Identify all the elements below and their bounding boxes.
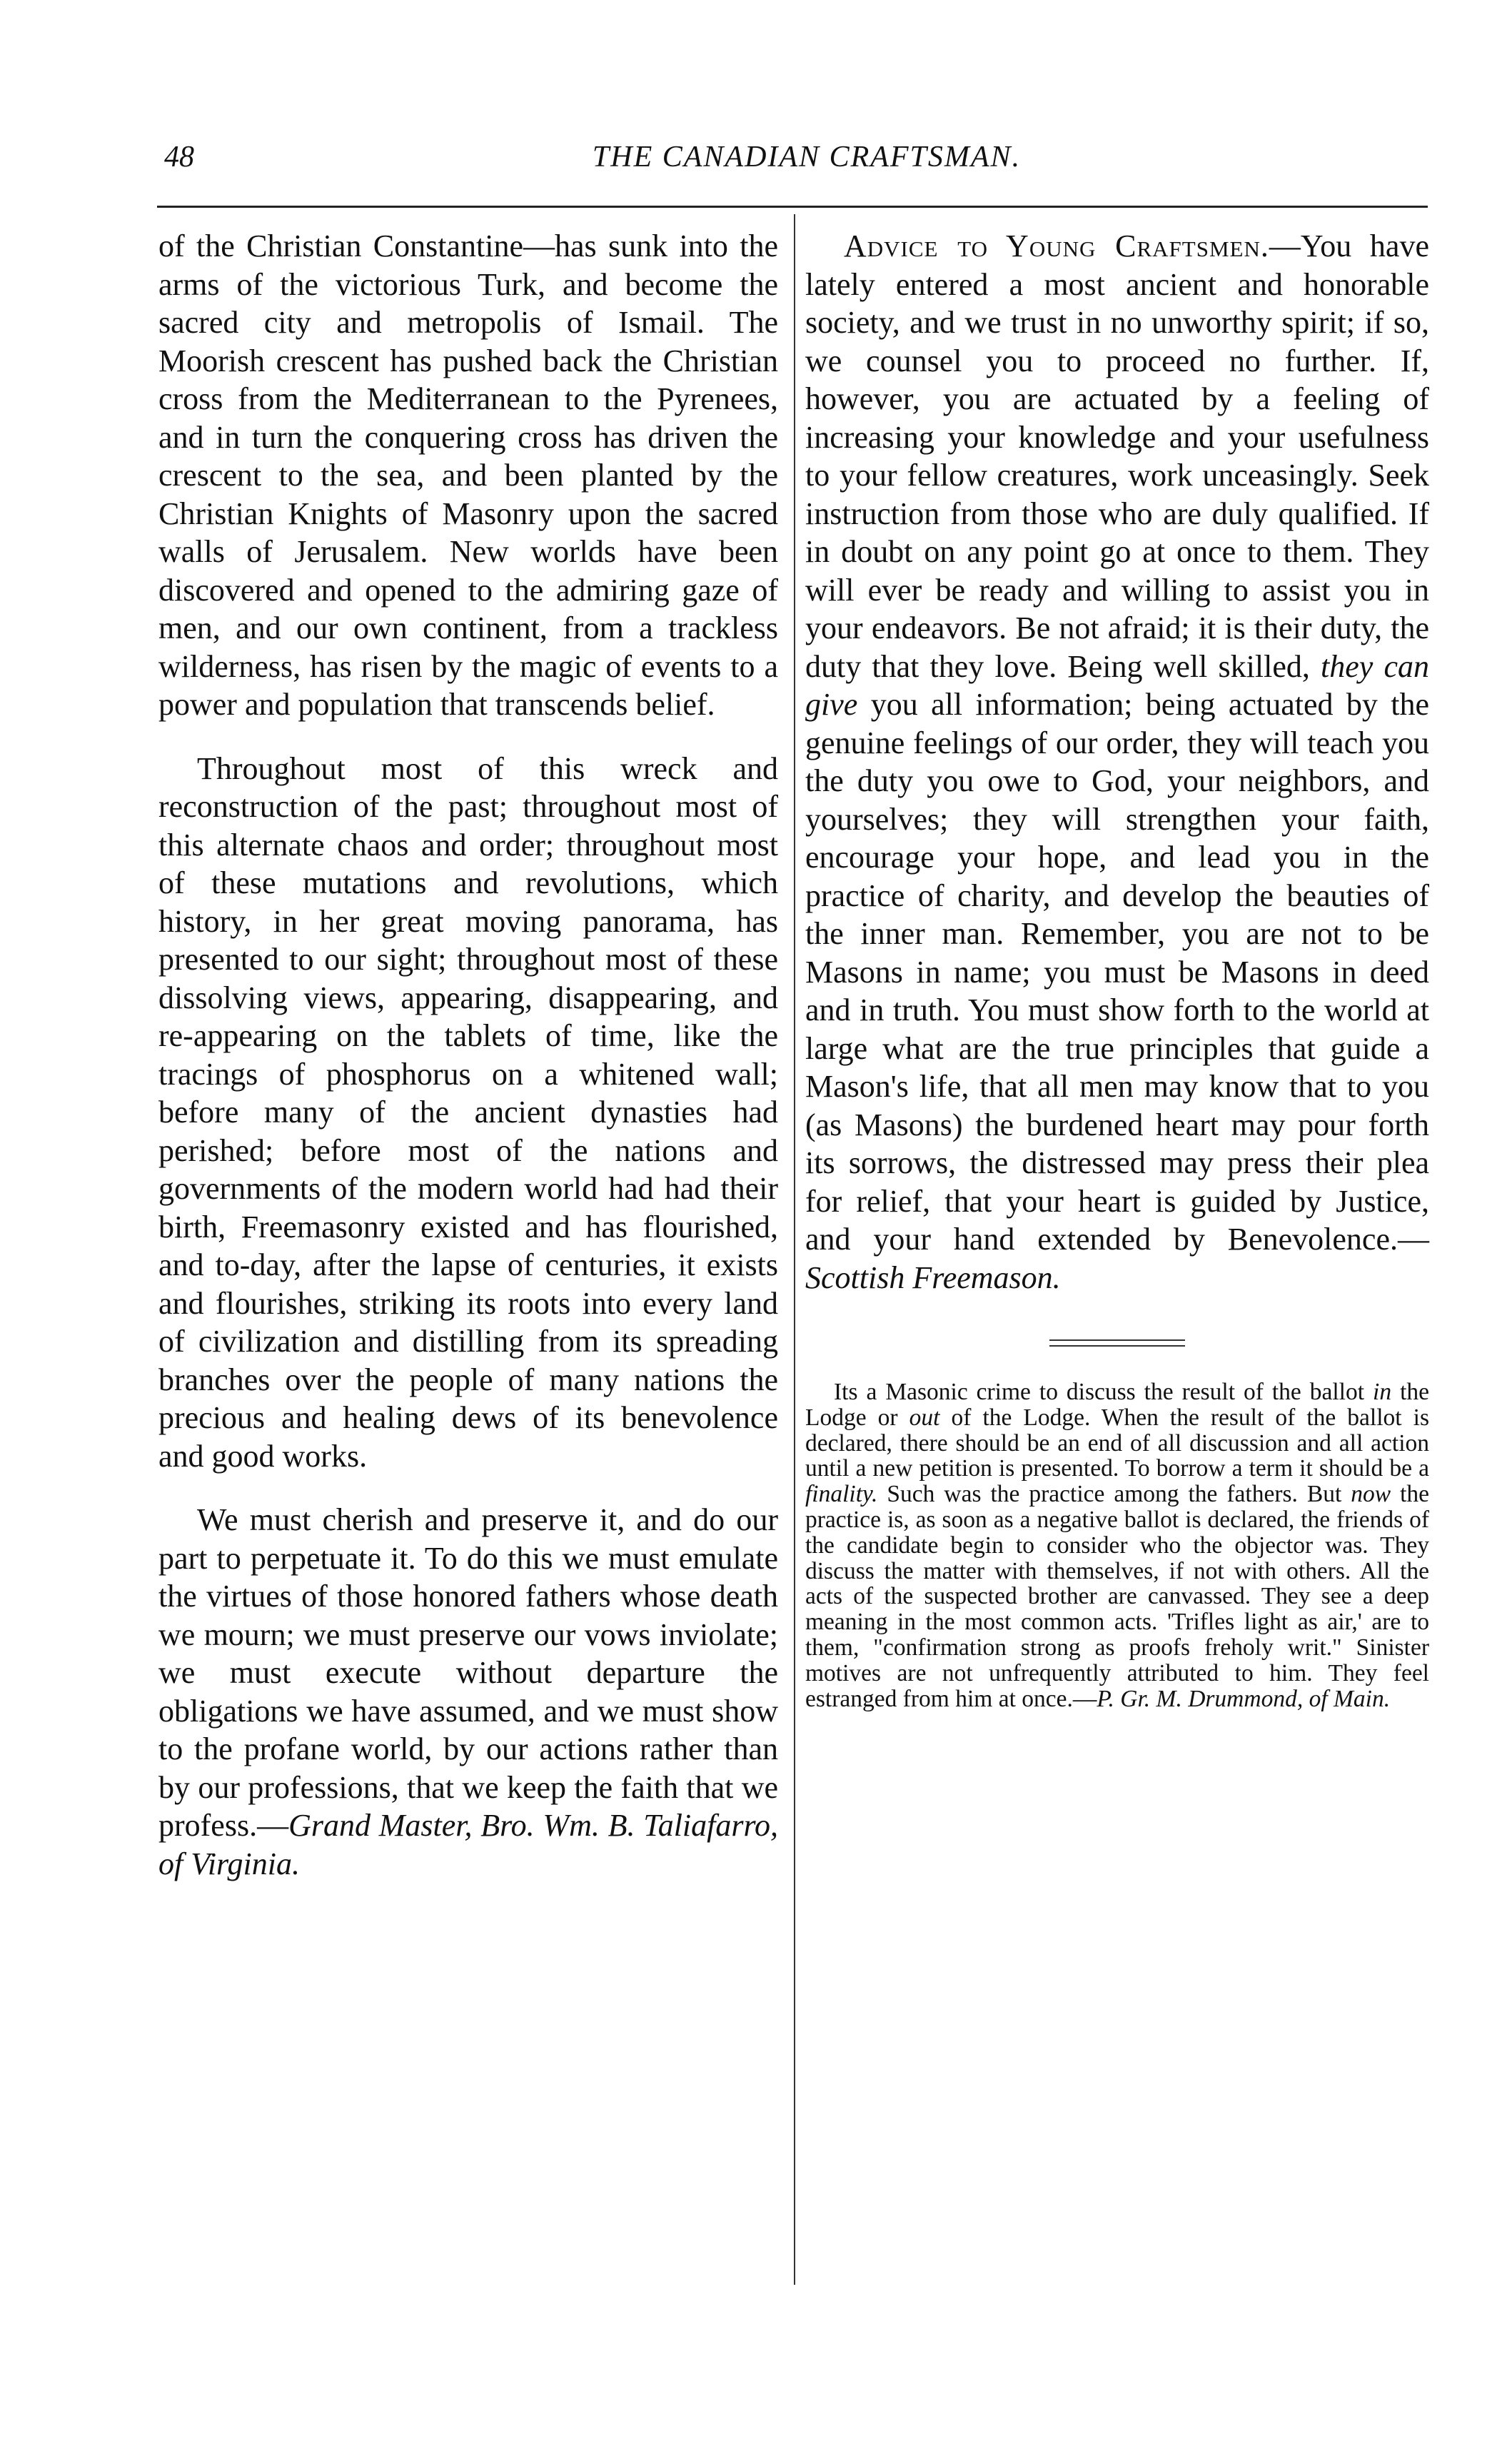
advice-paragraph (805, 227, 1429, 1297)
note-text: of the Lodge. When the result of the ballot is declared, there should be an end of all discussion and all action until a new petition is presented. To borrow a term it should be a (805, 1404, 1429, 1482)
signature: P. Gr. M. Drummond, of Main. (1097, 1685, 1391, 1712)
note-text: Its a Masonic crime to discuss the result of the ballot (834, 1379, 1365, 1405)
section-heading: Advice to Young Craftsmen. (844, 228, 1269, 263)
paragraph: of the Christian Constantine—has sunk into the arms of the victorious Turk, and become the sacred city and metropolis of Ismail. The Moorish crescent has pushed back the Christian cross from the Mediterranean to the Pyrenees, and in turn the conquering cross has driven the crescent to the sea, and been planted by the Christian Knights of Masonry upon the sacred walls of Jerusalem. New worlds have been discovered and opened to the admiring gaze of men, and our own continent, from a trackless wilderness, has risen by the magic of events to a power and population that transcends belief. (158, 228, 778, 722)
running-title: THE CANADIAN CRAFTSMAN. (592, 141, 1022, 174)
double-rule-separator (1049, 1339, 1185, 1351)
note-text: the Lodge or (805, 1379, 1430, 1431)
emphasis: out (909, 1404, 940, 1431)
paragraph-text: We must cherish and preserve it, and do our part to perpetuate it. To do this we must emulate the virtues of those honored fathers whose death we mourn; we must preserve our vows inviolate; we must execute without departure the obligations we have assumed, and we must show to the profane world, by our actions rather than by our professions, that we keep the faith that we profess.— (158, 1502, 778, 1843)
paragraph (158, 1501, 778, 1883)
note-paragraph (805, 1379, 1429, 1711)
emphasis: finality. (805, 1481, 878, 1508)
emphasis: they can give (805, 648, 1430, 722)
signature: Grand Master, Bro. Wm. B. Taliafarro, of Virginia. (158, 1808, 778, 1881)
page-header (164, 140, 1431, 183)
paragraph-text: —You have lately entered a most ancient and honorable society, and we trust in no unworthy spirit; if so, we counsel you to proceed no further. If, however, you are actuated by a feeling of increasing your knowledge and your usefulness to your fellow creatures, work unceasingly. Seek instruction from those who are duly qualified. If in doubt on any point go at once to them. They will ever be ready and willing to assist you in your endeavors. Be not afraid; it is their duty, the duty that they love. Being well skilled, (805, 228, 1429, 684)
header-rule (157, 206, 1428, 208)
paragraph: Throughout most of this wreck and reconstruction of the past; throughout most of this alternate chaos and order; throughout most of these mutations and revolutions, which history, in her great moving panorama, has presented to our sight; throughout most of these dissolving views, appearing, disappearing, and re-appearing on the tablets of time, like the tracings of phosphorus on a whitened wall; before many of the ancient dynasties had perished; before most of the nations and governments of the modern world had had their birth, Freemasonry existed and has flourished, and to-day, after the lapse of centuries, it exists and flourishes, striking its roots into every land of civilization and distilling from its spreading branches over the people of many nations the precious and healing dews of its benevolence and good works. (158, 750, 778, 1474)
emphasis: now (1351, 1481, 1391, 1508)
note-text: Such was the practice among the fathers. But (887, 1481, 1342, 1508)
paragraph-text: you all information; being actuated by the genuine feelings of our order, they will teach you the duty you owe to God, your neighbors, and yourselves; they will strengthen your faith, encourage your hope, and lead you in the practice of charity, and develop the beauties of the inner man. Remember, you are not to be Masons in name; you must be Masons in deed and in truth. You must show forth to the world at large what are the true principles that guide a Mason's life, that all men may know that to you (as Masons) the burdened heart may pour forth its sorrows, the distressed may press their plea for relief, that your heart is guided by Justice, and your hand extended by Benevolence.— (805, 687, 1430, 1257)
source-credit: Scottish Freemason. (805, 1259, 1061, 1295)
page-number: 48 (164, 141, 194, 174)
note-text: the practice is, as soon as a negative ballot is declared, the friends of the candidate begin to consider who the objector was. They discuss the matter with themselves, if not with others. All the acts of the suspected brother are canvassed. They see a deep meaning in the most common acts. 'Trifles light as air,' are to them, "confirmation strong as proofs freholy writ." Sinister motives are not unfrequently attributed to him. They feel estranged from him at once.— (805, 1481, 1430, 1712)
emphasis: in (1373, 1379, 1392, 1405)
right-column (805, 227, 1429, 1711)
column-divider (794, 214, 795, 2285)
left-column (158, 227, 778, 1883)
